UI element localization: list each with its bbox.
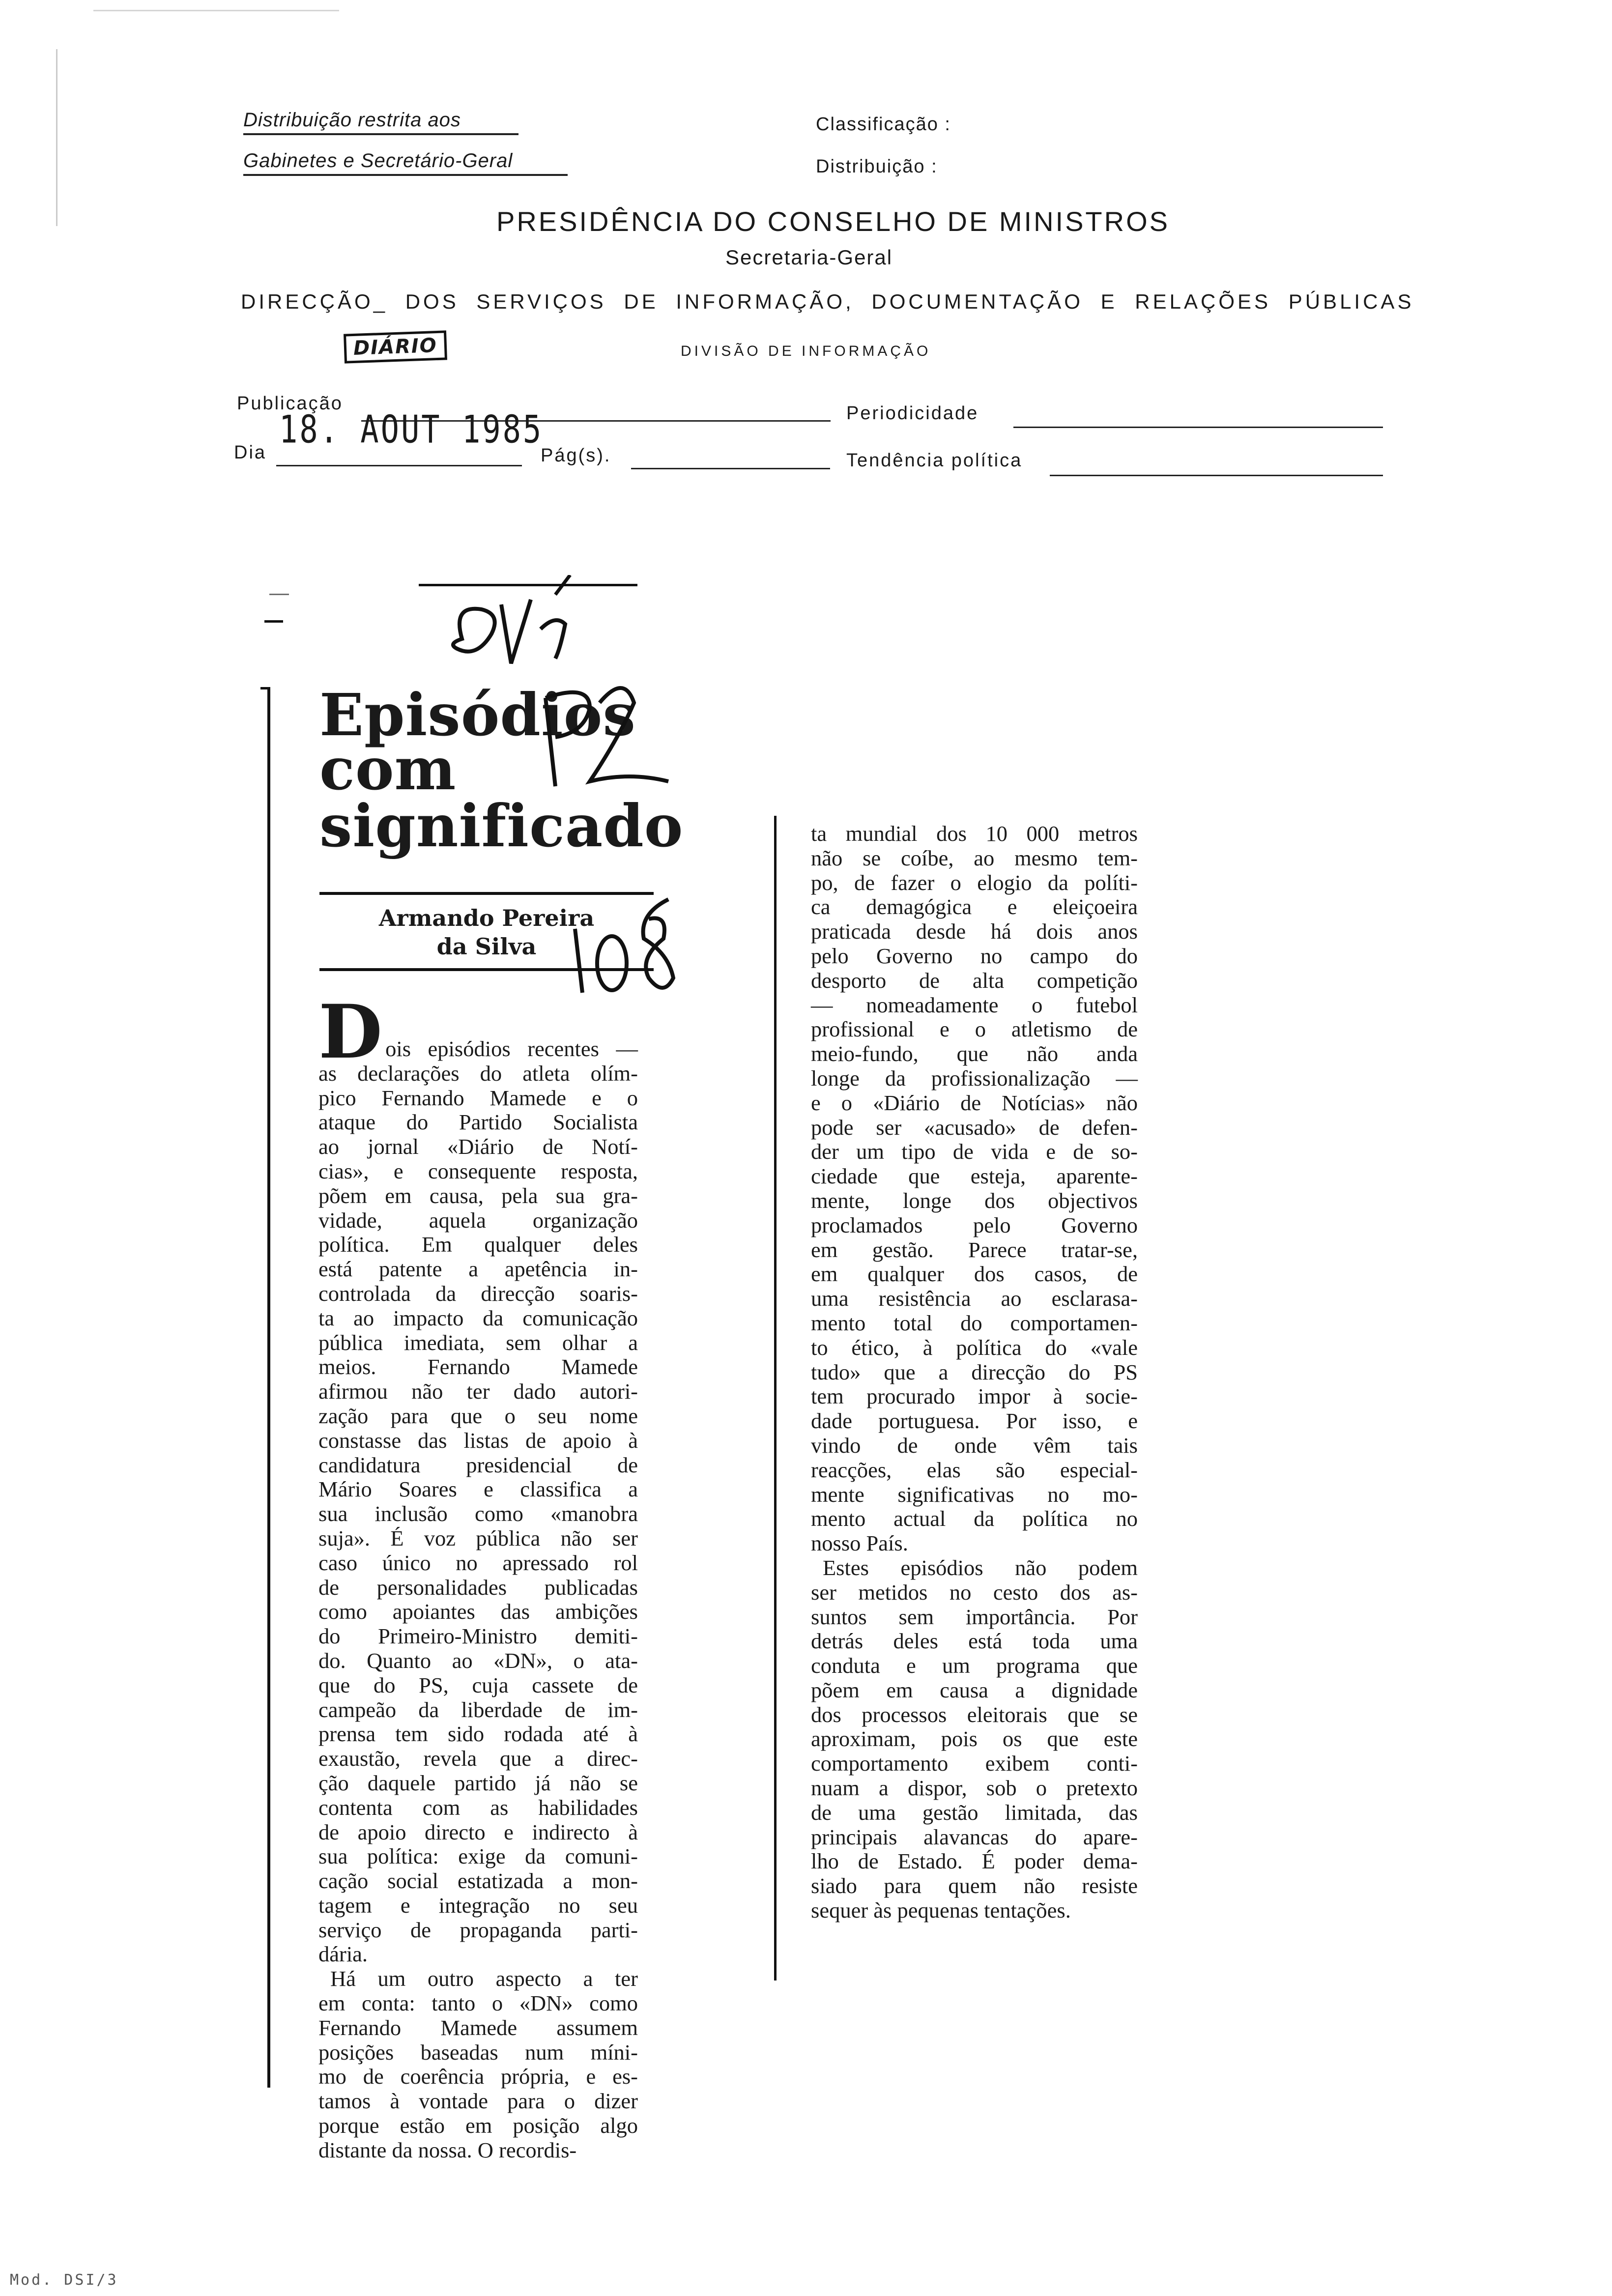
article-text-line: ta ao impacto da comunicação: [318, 1305, 638, 1330]
article-text-line: ta mundial dos 10 000 metros: [811, 821, 1138, 846]
article-text-line: ciedade que esteja, aparente-: [811, 1164, 1138, 1189]
handwriting-stroke-p1: [546, 698, 555, 786]
article-text-line: — nomeadamente o futebol: [811, 992, 1138, 1017]
article-text-line: aproximam, pois os que este: [811, 1726, 1138, 1751]
article-text-line: suja». É voz pública não ser: [318, 1525, 638, 1550]
article-text-line: to ético, à política do «vale: [811, 1335, 1138, 1360]
pages-field-line: [631, 468, 830, 469]
handwriting-stroke-e: [453, 609, 495, 652]
article-text-line: controlada da direcção soaris-: [318, 1281, 638, 1306]
article-text-line: constasse das listas de apoio à: [318, 1428, 638, 1453]
publication-stamp: DIÁRIO: [344, 330, 447, 363]
article-text-line: afirmou não ter dado autori-: [318, 1379, 638, 1404]
article-text-line: em gestão. Parece tratar-se,: [811, 1237, 1138, 1262]
article-text-line: de uma gestão limitada, das: [811, 1800, 1138, 1825]
article-text-line: de personalidades publicadas: [318, 1575, 638, 1600]
article-text-line: ção daquele partido já não se: [318, 1770, 638, 1795]
handwriting-stroke-2: [590, 688, 668, 781]
article-text-line: mento total do comportamen-: [811, 1310, 1138, 1335]
article-text-line: Estes episódios não podem: [823, 1555, 1138, 1580]
article-text-line: serviço de propaganda parti-: [318, 1917, 638, 1942]
article-text-line: dos processos eleitorais que se: [811, 1702, 1138, 1727]
article-text-line: que do PS, cuja cassete de: [318, 1672, 638, 1697]
article-text-line: suntos sem importância. Por: [811, 1604, 1138, 1629]
article-text-line: sequer às pequenas tentações.: [811, 1898, 1071, 1923]
classification-label: Classificação :: [816, 114, 951, 135]
article-text-line: mento actual da política no: [811, 1506, 1138, 1531]
article-text-line: ois episódios recentes —: [385, 1036, 638, 1061]
article-text-line: principais alavancas do apare-: [811, 1824, 1138, 1849]
article-text-line: uma resistência ao esclarasa-: [811, 1286, 1138, 1311]
article-text-line: pelo Governo no campo do: [811, 943, 1138, 968]
article-text-line: tamos à vontade para o dizer: [318, 2089, 638, 2114]
clipping-border-tick: [260, 687, 270, 689]
article-text-line: ser metidos no cesto dos as-: [811, 1579, 1138, 1605]
article-title-line2: com: [319, 735, 457, 803]
article-text-line: prensa tem sido rodada até à: [318, 1722, 638, 1747]
article-text-line: pública imediata, sem olhar a: [318, 1330, 638, 1355]
handwriting-digit-1: [575, 929, 582, 993]
form-code: Mod. DSI/3: [10, 2271, 118, 2289]
handwriting-tick: [555, 575, 570, 595]
article-text-line: mente significativas no mo-: [811, 1482, 1138, 1507]
article-text-line: detrás deles está toda uma: [811, 1629, 1138, 1654]
secretariat-title: Secretaria-Geral: [725, 246, 893, 269]
article-text-line: nuam a dispor, sob o pretexto: [811, 1776, 1138, 1801]
article-text-line: longe da profissionalização —: [811, 1065, 1138, 1091]
article-text-line: candidatura presidencial de: [318, 1452, 638, 1477]
article-text-line: põem em causa, pela sua gra-: [318, 1183, 638, 1208]
article-text-line: porque estão em posição algo: [318, 2113, 638, 2138]
article-text-line: vidade, aquela organização: [318, 1207, 638, 1233]
handwriting-digit-8b: [643, 899, 673, 988]
article-text-line: comportamento exibem conti-: [811, 1751, 1138, 1776]
article-text-line: dária.: [318, 1942, 368, 1967]
article-text-line: ao jornal «Diário de Notí-: [318, 1134, 638, 1159]
pages-label: Pág(s).: [541, 445, 611, 466]
article-text-line: siado para quem não resiste: [811, 1873, 1138, 1898]
publication-label: Publicação: [237, 393, 343, 414]
distribution-note-line1: Distribuição restrita aos: [243, 109, 518, 135]
article-text-line: não se coíbe, ao mesmo tem-: [811, 845, 1138, 870]
drop-cap: D: [318, 989, 383, 1075]
article-text-line: profissional e o atletismo de: [811, 1017, 1138, 1042]
article-text-line: Mário Soares e classifica a: [318, 1477, 638, 1502]
article-text-line: der um tipo de vida e de so-: [811, 1139, 1138, 1164]
article-text-line: de apoio directo e indirecto à: [318, 1819, 638, 1844]
article-text-line: tudo» que a direcção do PS: [811, 1359, 1138, 1384]
article-text-line: como apoiantes das ambições: [318, 1599, 638, 1624]
article-text-line: cias», e consequente resposta,: [318, 1158, 638, 1183]
article-text-line: lho de Estado. É poder dema-: [811, 1849, 1138, 1874]
article-text-line: conduta e um programa que: [811, 1653, 1138, 1678]
article-text-line: do. Quanto ao «DN», o ata-: [318, 1648, 638, 1673]
handwritten-annotations: [442, 575, 708, 831]
article-text-line: sua inclusão como «manobra: [318, 1501, 638, 1526]
article-text-line: exaustão, revela que a direc-: [318, 1746, 638, 1771]
byline-line1: Armando Pereira: [378, 905, 595, 931]
article-text-line: mo de coerência própria, e es-: [318, 2064, 638, 2089]
article-text-line: distante da nossa. O recordis-: [318, 2137, 577, 2162]
date-stamp: 18. AOUT 1985: [279, 406, 544, 452]
scan-artifact-top: [93, 10, 339, 11]
article-text-line: mente, longe dos objectivos: [811, 1188, 1138, 1213]
article-text-line: Há um outro aspecto a ter: [330, 1966, 638, 1991]
periodicity-field-line: [1013, 427, 1383, 428]
handwriting-stroke-p2: [546, 692, 590, 737]
article-text-line: nosso País.: [811, 1531, 908, 1556]
article-title-line3: significado: [319, 792, 684, 860]
margin-mark-faint: [269, 594, 289, 595]
clipping-left-border: [267, 687, 270, 2088]
article-text-line: em conta: tanto o «DN» como: [318, 1991, 638, 2016]
article-text-line: proclamados pelo Governo: [811, 1212, 1138, 1237]
article-text-line: dade portuguesa. Por isso, e: [811, 1408, 1138, 1434]
article-text-line: põem em causa a dignidade: [811, 1677, 1138, 1702]
article-text-line: do Primeiro-Ministro demiti-: [318, 1624, 638, 1649]
distribution-label: Distribuição :: [816, 156, 938, 177]
column-right-border: [774, 816, 777, 1980]
scan-artifact-left: [56, 49, 58, 226]
article-text-line: sua política: exige da comuni-: [318, 1844, 638, 1869]
article-text-line: as declarações do atleta olím-: [318, 1061, 638, 1086]
article-text-line: ca demagógica e eleiçoeira: [811, 894, 1138, 919]
article-text-line: em qualquer dos casos, de: [811, 1262, 1138, 1287]
day-field-line: [276, 465, 522, 466]
column-1-text: [318, 989, 638, 2163]
article-text-line: zação para que o seu nome: [318, 1403, 638, 1428]
article-text-line: pode ser «acusado» de defen-: [811, 1115, 1138, 1140]
article-text-line: po, de fazer o elogio da políti-: [811, 870, 1138, 895]
directorate-title: DIRECÇÃO_ DOS SERVIÇOS DE INFORMAÇÃO, DOCUMENTAÇÃO E RELAÇÕES PÚBLICAS: [241, 290, 1414, 313]
article-text-line: posições baseadas num míni-: [318, 2039, 638, 2065]
article-text-line: tem procurado impor à socie-: [811, 1384, 1138, 1409]
political-tendency-field-line: [1050, 475, 1383, 476]
political-tendency-label: Tendência política: [846, 450, 1023, 471]
article-text-line: está patente a apetência in-: [318, 1257, 638, 1282]
article-text-line: meio-fundo, que não anda: [811, 1041, 1138, 1066]
article-text-line: ataque do Partido Socialista: [318, 1110, 638, 1135]
handwriting-digit-8a: [597, 936, 627, 990]
article-text-line: meios. Fernando Mamede: [318, 1354, 638, 1379]
article-text-line: tagem e integração no seu: [318, 1893, 638, 1918]
article-text-line: Fernando Mamede assumem: [318, 2015, 638, 2040]
article-text-line: política. Em qualquer deles: [318, 1232, 638, 1257]
distribution-note-line2: Gabinetes e Secretário-Geral: [243, 150, 568, 176]
handwriting-stroke-v: [501, 600, 531, 663]
article-title-line1: Episódios: [319, 681, 636, 749]
article-text-line: vindo de onde vêm tais: [811, 1433, 1138, 1458]
column-2-text: [811, 822, 1138, 1923]
article-column-2: [811, 822, 1138, 1923]
margin-mark: [264, 620, 283, 623]
article-text-line: pico Fernando Mamede e o: [318, 1085, 638, 1110]
article-text-line: praticada desde há dois anos: [811, 919, 1138, 944]
institution-title: PRESIDÊNCIA DO CONSELHO DE MINISTROS: [496, 206, 1170, 237]
handwriting-stroke-r: [541, 620, 565, 659]
division-title: DIVISÃO DE INFORMAÇÃO: [681, 343, 931, 359]
article-text-line: e o «Diário de Notícias» não: [811, 1090, 1138, 1115]
handwritten-number: [565, 894, 683, 1003]
article-text-line: reacções, elas são especial-: [811, 1457, 1138, 1482]
article-column-1: [318, 989, 638, 2163]
article-text-line: caso único no apressado rol: [318, 1550, 638, 1575]
byline-line2: da Silva: [436, 933, 537, 960]
day-label: Dia: [234, 442, 267, 463]
periodicity-label: Periodicidade: [846, 403, 979, 424]
article-text-line: campeão da liberdade de im-: [318, 1697, 638, 1722]
article-text-line: desporto de alta competição: [811, 968, 1138, 993]
article-text-line: cação social estatizada a mon-: [318, 1868, 638, 1894]
article-text-line: contenta com as habilidades: [318, 1795, 638, 1820]
